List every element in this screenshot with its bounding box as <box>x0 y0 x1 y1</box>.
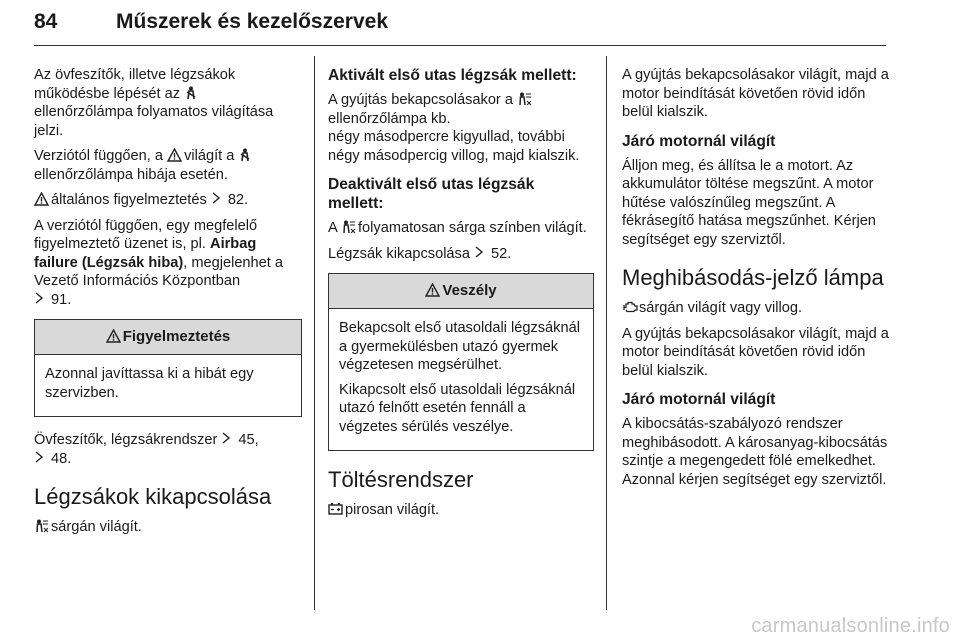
warning-box-body <box>35 355 301 416</box>
warning-triangle-icon <box>34 192 49 206</box>
paragraph: A gyújtás bekapcsolásakor világít, majd a motor beindítását követően rövid időn belül kialszik. <box>622 325 889 379</box>
text: A gyújtás bekapcsolásakor a <box>328 92 513 108</box>
text: ellenőrzőlámpa folyamatos világítása jelzi. <box>34 104 274 139</box>
column-divider <box>314 56 315 610</box>
paragraph <box>34 518 302 537</box>
page-reference[interactable]: 45, <box>238 432 259 448</box>
danger-text: Kikapcsolt első utasoldali légzsáknál utazó felnőtt esetén fennáll a végzetes sérülés veszélye. <box>339 381 576 435</box>
paragraph <box>328 219 594 238</box>
text: Légzsák kikapcsolása <box>328 245 470 262</box>
page-reference[interactable]: 52. <box>491 245 512 262</box>
airbag-off-icon <box>341 220 356 234</box>
page-reference[interactable]: 82. <box>227 192 249 208</box>
danger-text: Bekapcsolt első utasoldali légzsáknál a gyermekülésben utazó gyermek végzetesen megsérülhet. <box>339 320 580 373</box>
text: sárgán világít. <box>51 519 142 535</box>
text: négy másodpercre kigyullad, további négy másodpercig villog, majd kialszik. <box>328 129 580 164</box>
column-divider <box>606 56 607 610</box>
section-title: Töltésrendszer <box>328 467 474 492</box>
warning-title: Figyelmeztetés <box>122 328 231 345</box>
warning-text: Azonnal javíttassa ki a hibát egy szervizben. <box>45 366 254 401</box>
paragraph <box>34 191 302 210</box>
warning-triangle-icon <box>425 283 440 297</box>
warning-triangle-icon <box>167 148 182 162</box>
airbag-off-icon <box>34 519 49 533</box>
battery-icon <box>328 502 343 516</box>
subheading: Járó motornál világít <box>622 391 776 408</box>
text: ellenőrzőlámpa hibája esetén. <box>34 166 228 183</box>
text: világít a <box>184 148 235 164</box>
subheading: Járó motornál világít <box>622 132 776 150</box>
warning-box <box>34 319 302 417</box>
danger-title: Veszély <box>442 282 497 299</box>
reference-arrow-icon <box>474 246 489 260</box>
paragraph <box>622 299 892 318</box>
paragraph: A kibocsátás-szabályozó rendszer meghibásodott. A károsanyag-kibocsátás szintje a megengedett fölé emelkedhet. Azonnal kérjen segítséget egy szerviztől. <box>622 416 888 488</box>
engine-check-icon <box>622 300 637 314</box>
column-3 <box>622 66 892 496</box>
airbag-off-icon <box>517 92 532 106</box>
paragraph <box>328 91 594 165</box>
warning-box-header <box>35 320 301 355</box>
subheading: Aktivált első utas légzsák mellett: <box>328 67 577 84</box>
text: sárgán világít vagy villog. <box>639 300 803 316</box>
text: A verziótól függően, egy megfelelő figyelmeztető üzenet is, pl. <box>34 217 258 252</box>
page-number: 84 <box>34 10 58 33</box>
page-title: Műszerek és kezelőszervek <box>116 10 389 33</box>
danger-box-header <box>329 274 593 309</box>
paragraph <box>34 147 302 184</box>
page-reference[interactable]: 48. <box>51 450 72 467</box>
section-title: Meghibásodás-jelző lámpa <box>622 265 884 290</box>
text: folyamatosan sárga színben világít. <box>358 220 587 236</box>
watermark: carmanualsonline.info <box>751 615 950 637</box>
reference-arrow-icon <box>34 451 49 465</box>
header-rule <box>34 45 886 46</box>
paragraph: Álljon meg, és állítsa le a motort. Az akkumulátor töltése megszűnt. A motor hűtése valószínűleg megszűnt. A fékrásegítő hatása megszűnhet. Kérjen segítséget egy szerviztől. <box>622 157 876 248</box>
paragraph <box>328 245 594 264</box>
text: , megjelenhet a Vezető Információs Központban <box>34 254 284 289</box>
text: A <box>328 220 337 236</box>
paragraph: A gyújtás bekapcsolásakor világít, majd a motor beindítását követően rövid időn belül kialszik. <box>622 67 889 120</box>
airbag-seatbelt-icon <box>184 86 199 100</box>
reference-arrow-icon <box>221 432 236 446</box>
paragraph <box>34 217 302 310</box>
text: Verziótól függően, a <box>34 148 164 164</box>
reference-arrow-icon <box>34 292 49 306</box>
message-text: Airbag failure (Légzsák hiba) <box>34 236 257 271</box>
text: általános figyelmeztetés <box>51 192 207 208</box>
paragraph <box>328 501 594 520</box>
paragraph <box>34 66 302 140</box>
column-1 <box>34 66 302 544</box>
text: ellenőrzőlámpa kb. <box>328 110 451 127</box>
text: pirosan világít. <box>345 502 440 518</box>
warning-triangle-icon <box>106 329 121 343</box>
section-title: Légzsákok kikapcsolása <box>34 484 272 509</box>
text: Övfeszítők, légzsákrendszer <box>34 432 218 448</box>
subheading: Deaktivált első utas légzsák mellett: <box>328 176 535 212</box>
danger-box-body <box>329 309 593 450</box>
danger-box <box>328 273 594 451</box>
reference-arrow-icon <box>211 192 226 206</box>
page-header <box>34 8 886 44</box>
paragraph <box>34 431 302 468</box>
page-reference[interactable]: 91. <box>51 291 72 308</box>
column-2 <box>328 66 594 527</box>
text: Az övfeszítők, illetve légzsákok működésbe lépését az <box>34 67 236 102</box>
airbag-seatbelt-icon <box>238 148 253 162</box>
